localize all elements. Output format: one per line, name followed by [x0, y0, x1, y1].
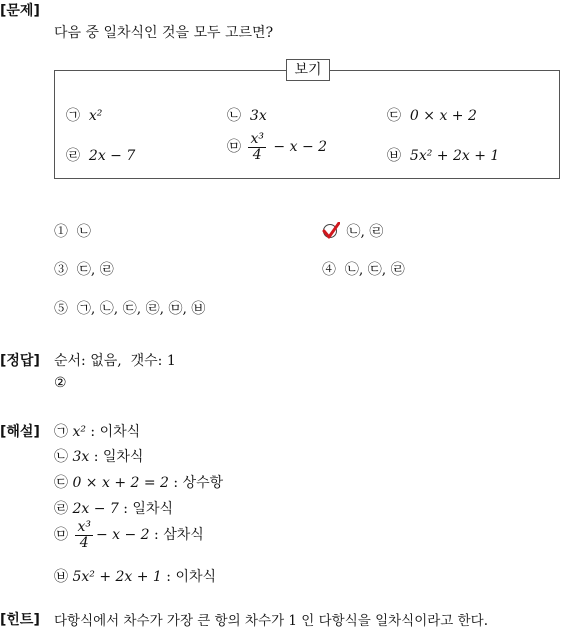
choice-3[interactable] — [54, 259, 114, 279]
explanation-expr: 0 × x + 2 = 2 — [72, 475, 169, 491]
explanation-line-6 — [54, 566, 216, 586]
box-item-mark: ㉥ — [387, 148, 401, 164]
box-item-1 — [66, 105, 102, 125]
explanation-result: : 이차식 — [85, 424, 141, 440]
hint-tag: [힌트] — [0, 612, 40, 628]
answer-value: ② — [54, 375, 67, 391]
box-item-mark: ㉢ — [387, 108, 401, 124]
box-item-expr: − x − 2 — [273, 139, 328, 156]
explanation-expr: − x − 2 — [95, 527, 150, 544]
explanation-result: : 일차식 — [118, 501, 173, 517]
explanation-result: : 삼차식 — [149, 527, 204, 544]
explanation-mark: ㉤ — [54, 527, 68, 544]
fraction-denominator: 4 — [252, 146, 262, 163]
box-item-4 — [66, 145, 135, 165]
explanation-line-4 — [54, 498, 173, 518]
box-item-mark: ㉠ — [66, 108, 80, 124]
fraction — [75, 520, 93, 550]
explanation-expr: 3x — [72, 449, 90, 465]
choice-text: ㉢, ㉣ — [76, 262, 114, 278]
choice-5[interactable] — [54, 298, 205, 318]
explanation-result: : 일차식 — [89, 449, 144, 465]
explanation-expr: x² — [72, 424, 86, 440]
checkmark-icon — [322, 222, 340, 240]
fraction-numerator: x³ — [250, 131, 264, 147]
box-item-mark: ㉣ — [66, 148, 80, 164]
explanation-mark: ㉠ — [54, 424, 68, 440]
box-item-2 — [227, 105, 267, 125]
choice-text: ㉡ — [76, 224, 91, 240]
choice-4[interactable] — [322, 259, 405, 279]
example-box-title: 보기 — [286, 59, 330, 81]
explanation-mark: ㉢ — [54, 475, 68, 491]
question-text: 다음 중 일차식인 것을 모두 고르면? — [54, 25, 274, 41]
fraction — [248, 132, 266, 162]
explanation-line-3 — [54, 472, 223, 492]
fraction-denominator: 4 — [79, 534, 89, 551]
choice-number: ① — [54, 224, 68, 240]
explanation-mark: ㉡ — [54, 449, 68, 465]
choice-text: ㉠, ㉡, ㉢, ㉣, ㉤, ㉥ — [76, 301, 206, 317]
explanation-line-5 — [54, 520, 204, 550]
explanation-result: : 이차식 — [161, 569, 217, 585]
choice-number: ③ — [54, 262, 68, 278]
hint-text: 다항식에서 차수가 가장 큰 항의 차수가 1 인 다항식을 일차식이라고 한다. — [54, 613, 488, 629]
fraction-numerator: x³ — [77, 519, 91, 535]
box-item-expr: 0 × x + 2 — [409, 108, 477, 124]
explanation-mark: ㉥ — [54, 569, 68, 585]
box-item-mark: ㉤ — [227, 139, 241, 156]
box-item-expr: x² — [88, 108, 103, 124]
box-item-expr: 5x² + 2x + 1 — [409, 148, 500, 164]
box-item-expr: 2x − 7 — [88, 148, 136, 164]
explanation-line-1 — [54, 421, 140, 441]
problem-tag: [문제] — [0, 3, 40, 19]
explanation-expr: 5x² + 2x + 1 — [72, 569, 162, 585]
explanation-expr: 2x − 7 — [72, 501, 119, 517]
explanation-mark: ㉣ — [54, 501, 68, 517]
choice-1[interactable] — [54, 221, 91, 241]
choice-number: ⑤ — [54, 301, 68, 317]
explanation-result: : 상수항 — [168, 475, 224, 491]
answer-meta: 순서: 없음, 갯수: 1 — [54, 353, 176, 369]
choice-text: ㉡, ㉣ — [346, 224, 384, 240]
box-item-3 — [387, 105, 477, 125]
explanation-tag: [해설] — [0, 424, 40, 440]
answer-tag: [정답] — [0, 353, 40, 369]
choice-number: ④ — [322, 262, 336, 278]
box-item-5 — [227, 132, 327, 162]
choice-2[interactable] — [322, 221, 383, 241]
box-item-mark: ㉡ — [227, 108, 241, 124]
explanation-line-2 — [54, 446, 143, 466]
box-item-expr: 3x — [249, 108, 267, 124]
choice-text: ㉡, ㉢, ㉣ — [344, 262, 405, 278]
box-item-6 — [387, 145, 499, 165]
